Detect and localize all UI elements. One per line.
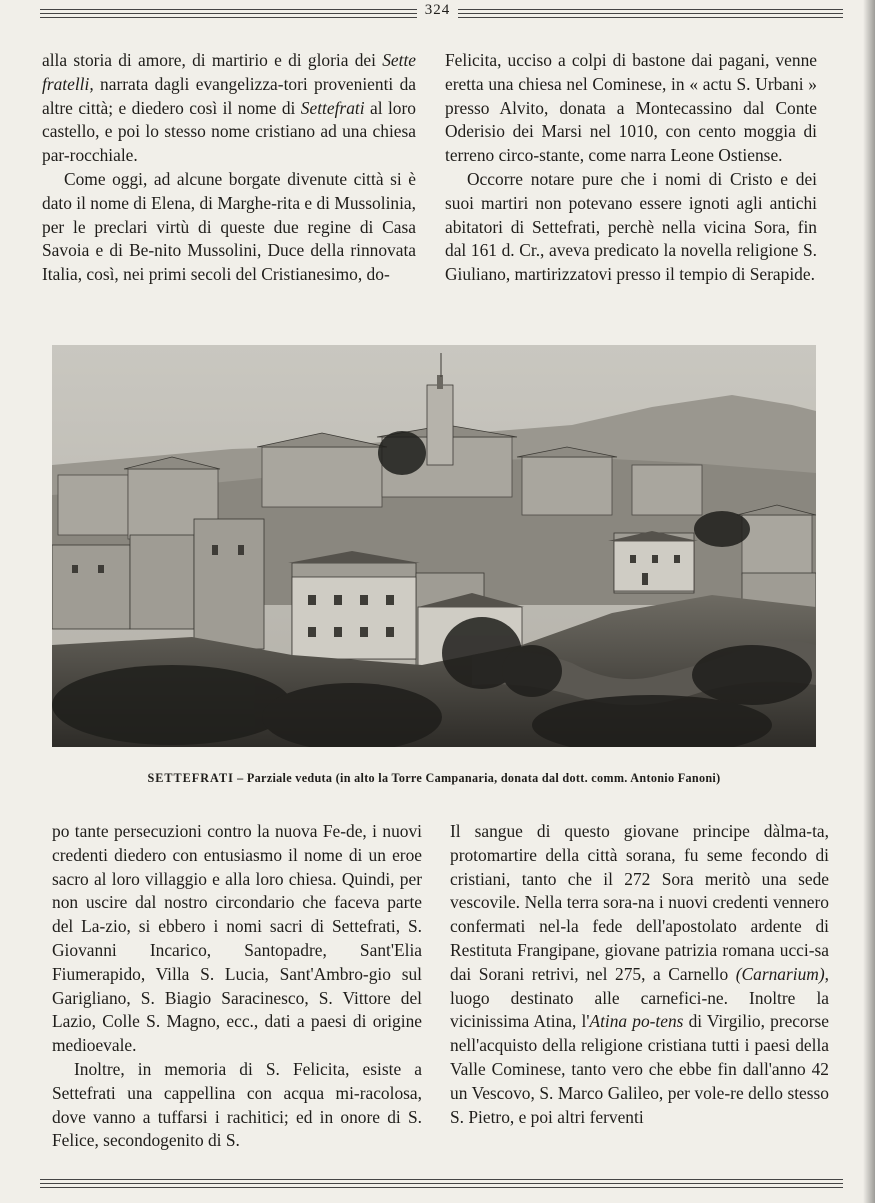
text-column-bottom-right xyxy=(450,820,829,1129)
binding-shadow xyxy=(863,0,875,1203)
text-span: Occorre notare pure che i nomi di Cristo e dei suoi martiri non potevano essere ignoti agli antichi abitatori di Settefrati, perchè nella vicina Sora, fin dal 161 d. Cr., aveva predicato la novella religione S. Giuliano, martirizzatovi presso il tempio di Serapide. xyxy=(445,168,817,285)
paragraph xyxy=(42,168,416,287)
paragraph xyxy=(52,820,422,1058)
text-column-top-left xyxy=(42,49,416,287)
paragraph xyxy=(450,820,829,1129)
text-span: , luogo destinato alle carnefici-ne. Inoltre la vicinissima Atina, l' xyxy=(450,963,829,1032)
text-span: Inoltre, in memoria di S. Felicita, esiste a Settefrati una cappellina con acqua mi-racolosa, dove vanno a tuffarsi i rachitici; ed in onore di S. Felice, secondogenito di S. xyxy=(52,1058,422,1151)
page-number: 324 xyxy=(0,2,875,19)
italic-text: Atina po-tens xyxy=(589,1011,684,1032)
photo-caption: SETTEFRATI – Parziale veduta (in alto la Torre Campanaria, donata dal dott. comm. Antonio Fanoni) xyxy=(147,771,721,785)
text-span: di Virgilio, precorse nell'acquisto della religione cristiana tutti i paesi della Valle Cominese, tanto vero che ebbe fin dall'anno 42 un Vescovo, S. Marco Galileo, per vole-re dello stesso S. Pietro, e poi altri ferventi xyxy=(450,1011,829,1127)
text-span: Felicita, ucciso a colpi di bastone dai pagani, venne eretta una chiesa nel Cominese, in « actu S. Urbani » presso Alvito, donata a Montecassino dal Conte Oderisio dei Marsi nel 1010, con cento moggia di terreno circo-stante, come narra Leone Ostiense. xyxy=(445,50,817,166)
text-span: narrata dagli evangelizza-tori provenienti da altre città; e diedero così il nome di xyxy=(42,73,416,118)
italic-text: (Carnarium) xyxy=(735,963,825,984)
text-span: po tante persecuzioni contro la nuova Fe-de, i nuovi credenti diedero con entusiasmo il nome di un eroe sacro al loro villaggio e alla loro chiesa. Quindi, per non uscire dal nostro circondario che faceva parte del La-zio, si ebbero i nomi sacri di Settefrati, S. Giovanni Incarico, Santopadre, Sant'Elia Fiumerapido, Villa S. Lucia, Sant'Ambro-gio sul Garigliano, S. Biagio Saracinesco, S. Vittore del Lazio, Colle S. Magno, ecc., dati a paesi di origine medioevale. xyxy=(52,821,422,1056)
paragraph xyxy=(445,168,817,287)
text-column-bottom-left xyxy=(52,820,422,1153)
text-span: al loro castello, e poi lo stesso nome cristiano ad una chiesa par-rocchiale. xyxy=(42,97,416,166)
paragraph xyxy=(42,49,416,168)
text-span: Come oggi, ad alcune borgate divenute città si è dato il nome di Elena, di Marghe-rita e di Mussolinia, per le preclari virtù di queste due regine di Casa Savoia e di Be-nito Mussolini, Duce della rinnovata Italia, così, nei primi secoli del Cristianesimo, do- xyxy=(42,168,416,285)
text-span: Il sangue di questo giovane principe dàlma-ta, protomartire della città sorana, fu seme fecondo di cristiani, tanto che il 272 Sora meritò una sede vescovile. Nella terra sora-na i nuovi credenti vennero confermati nel-la fede dell'apostolato ardente di Restituta Frangipane, giovane patrizia romana ucci-sa dai Sorani retrivi, nel 275, a Carnello xyxy=(450,821,829,984)
paragraph xyxy=(52,1058,422,1153)
footer-rule xyxy=(40,1179,843,1189)
text-column-top-right xyxy=(445,49,817,287)
paragraph xyxy=(445,49,817,168)
text-span: alla storia di amore, di martirio e di gloria dei xyxy=(42,50,383,70)
italic-text: Sette fratelli, xyxy=(42,50,416,94)
italic-text: Settefrati xyxy=(300,97,365,118)
village-photograph xyxy=(52,345,816,747)
